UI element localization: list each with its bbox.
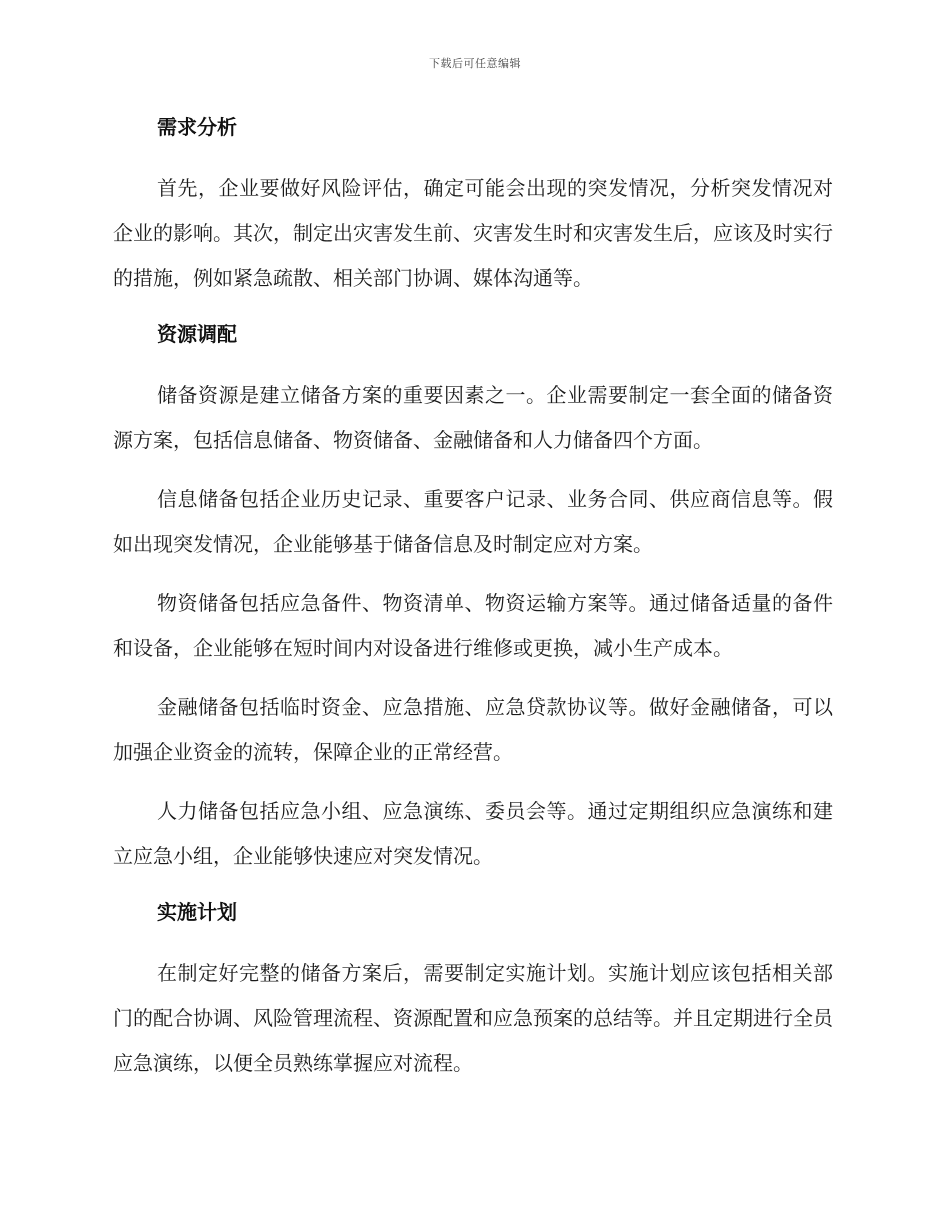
section-heading: 需求分析 (157, 115, 237, 139)
paragraph: 信息储备包括企业历史记录、重要客户记录、业务合同、供应商信息等。假如出现突发情况，企业能够基于储备信息及时制定应对方案。 (113, 487, 833, 556)
paragraph: 物资储备包括应急备件、物资清单、物资运输方案等。通过储备适量的备件和设备，企业能够在短时间内对设备进行维修或更换，减小生产成本。 (113, 591, 833, 660)
paragraph: 储备资源是建立储备方案的重要因素之一。企业需要制定一套全面的储备资源方案，包括信息储备、物资储备、金融储备和人力储备四个方面。 (113, 383, 833, 452)
paragraph: 金融储备包括临时资金、应急措施、应急贷款协议等。做好金融储备，可以加强企业资金的流转，保障企业的正常经营。 (113, 695, 833, 764)
section-heading: 实施计划 (157, 900, 237, 924)
section-demand-analysis (113, 112, 833, 301)
paragraph: 人力储备包括应急小组、应急演练、委员会等。通过定期组织应急演练和建立应急小组，企业能够快速应对突发情况。 (113, 799, 833, 868)
paragraph: 在制定好完整的储备方案后，需要制定实施计划。实施计划应该包括相关部门的配合协调、风险管理流程、资源配置和应急预案的总结等。并且定期进行全员应急演练，以便全员熟练掌握应对流程。 (113, 961, 833, 1075)
section-heading: 资源调配 (157, 322, 237, 346)
document-body (113, 112, 833, 1100)
section-implementation-plan (113, 897, 833, 1086)
paragraph: 首先，企业要做好风险评估，确定可能会出现的突发情况，分析突发情况对企业的影响。其次，制定出灾害发生前、灾害发生时和灾害发生后，应该及时实行的措施，例如紧急疏散、相关部门协调、媒体沟通等。 (113, 176, 833, 290)
section-resource-allocation (113, 319, 833, 879)
page-header-note: 下载后可任意编辑 (429, 57, 521, 70)
